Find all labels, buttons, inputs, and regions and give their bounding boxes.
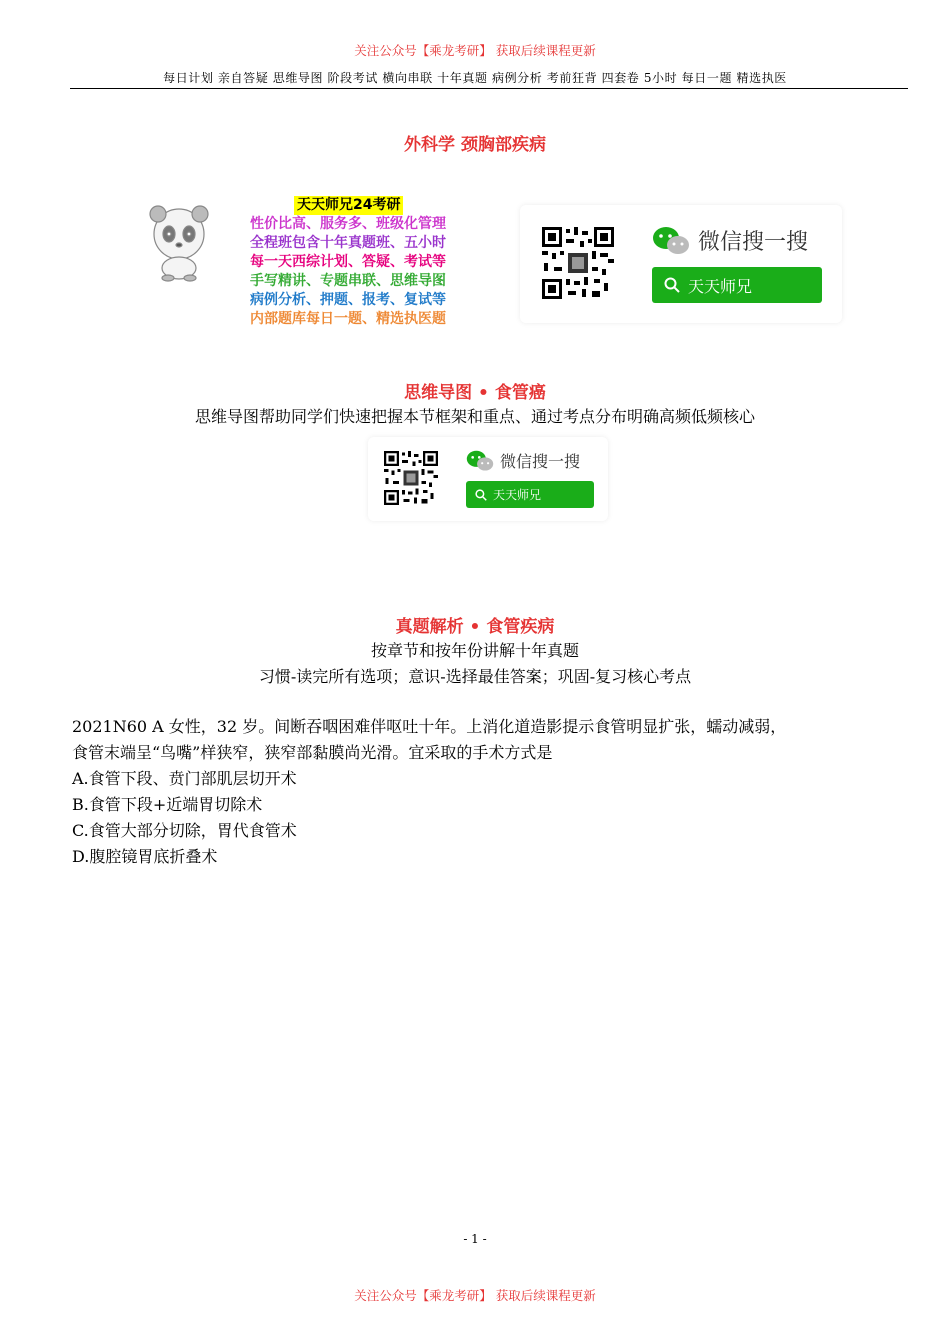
question-block <box>72 714 922 870</box>
mindmap-wechat-header <box>466 449 580 472</box>
panda-illustration <box>138 200 220 282</box>
wechat-search-button[interactable] <box>652 267 822 303</box>
promo-line-4: 手写精讲、专题串联、思维导图 <box>250 273 446 289</box>
option-a: A.食管下段、贲门部肌层切开术 <box>72 769 297 788</box>
search-icon <box>664 277 680 293</box>
wechat-search-text: 天天师兄 <box>688 276 753 296</box>
panda-icon <box>138 200 220 282</box>
wechat-search-card[interactable] <box>520 205 842 323</box>
mindmap-title: 思维导图 • 食管癌 <box>404 383 546 403</box>
promo-line-1: 性价比高、服务多、班级化管理 <box>250 216 446 232</box>
document-title: 外科学 颈胸部疾病 <box>404 135 546 155</box>
analysis-subtitle-2: 习惯-读完所有选项；意识-选择最佳答案；巩固-复习核心考点 <box>258 667 692 686</box>
wechat-search-header <box>652 225 808 256</box>
option-b: B.食管下段+近端胃切除术 <box>72 795 263 814</box>
analysis-subtitle-1: 按章节和按年份讲解十年真题 <box>370 641 579 660</box>
search-icon <box>475 489 487 501</box>
analysis-title: 真题解析 • 食管疾病 <box>395 617 555 637</box>
wechat-search-label: 微信搜一搜 <box>698 230 809 255</box>
footer-notice: 关注公众号【乘龙考研】 获取后续课程更新 <box>354 1288 596 1303</box>
question-stem-line-1: 2021N60 A 女性，32 岁。间断吞咽困难伴呕吐十年。上消化道造影提示食管明显扩张，蠕动减弱， <box>72 717 787 736</box>
header-nav-line: 每日计划 亲自答疑 思维导图 阶段考试 横向串联 十年真题 病例分析 考前狂背 四套卷 5小时 每日一题 精选执医 <box>163 71 787 85</box>
mindmap-wechat-card[interactable] <box>368 437 608 521</box>
promo-line-2: 全程班包含十年真题班、五小时 <box>250 235 446 251</box>
page-number: - 1 - <box>463 1232 487 1246</box>
mindmap-search-text: 天天师兄 <box>493 488 542 502</box>
option-c: C.食管大部分切除，胃代食管术 <box>72 821 297 840</box>
mindmap-subtitle: 思维导图帮助同学们快速把握本节框架和重点、通过考点分布明确高频低频核心 <box>194 407 755 426</box>
promo-line-6: 内部题库每日一题、精选执医题 <box>250 311 446 327</box>
header-divider <box>70 88 908 89</box>
mindmap-wechat-label: 微信搜一搜 <box>500 452 581 471</box>
question-stem-line-2: 食管末端呈“鸟嘴”样狭窄，狭窄部黏膜尚光滑。宜采取的手术方式是 <box>72 743 553 762</box>
promo-line-5: 病例分析、押题、报考、复试等 <box>250 292 446 308</box>
header-notice: 关注公众号【乘龙考研】 获取后续课程更新 <box>354 43 596 58</box>
promo-line-3: 每一天西综计划、答疑、考试等 <box>250 254 446 270</box>
wechat-logo-icon <box>466 450 494 472</box>
mindmap-search-button[interactable] <box>466 481 594 508</box>
option-d: D.腹腔镜胃底折叠术 <box>72 847 218 866</box>
promo-headline: 天天师兄24考研 <box>294 196 403 215</box>
wechat-logo-icon <box>652 226 690 256</box>
qr-code-icon <box>384 451 438 505</box>
qr-code-icon <box>542 227 614 299</box>
promo-text-block <box>250 196 446 329</box>
